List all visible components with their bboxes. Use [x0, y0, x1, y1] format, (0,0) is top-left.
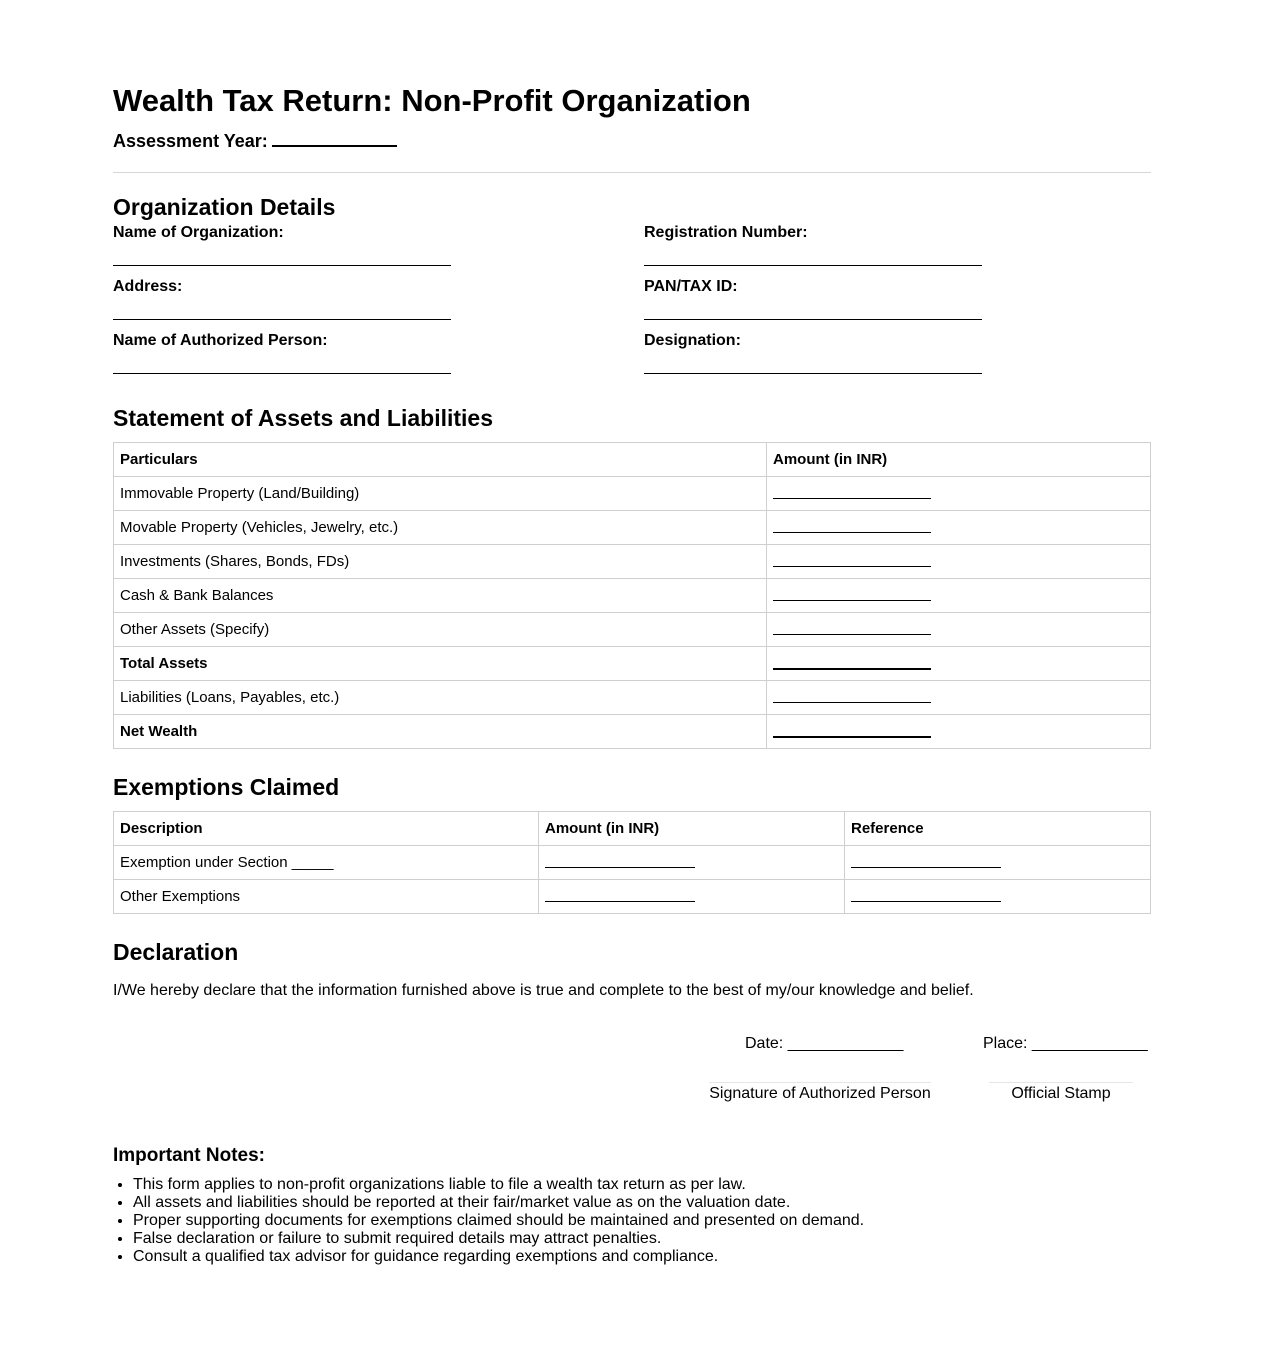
- column-header-amount: Amount (in INR): [767, 443, 1151, 477]
- reference-cell: [845, 846, 1151, 880]
- pan-tax-id-field: [644, 277, 982, 320]
- row-label: Net Wealth: [114, 715, 767, 749]
- row-label: Exemption under Section _____: [114, 846, 539, 880]
- pan-tax-id-input[interactable]: [644, 319, 982, 320]
- table-row: [114, 511, 1151, 545]
- row-label: Movable Property (Vehicles, Jewelry, etc.): [114, 511, 767, 545]
- list-item: • False declaration or failure to submit required details may attract penalties.: [133, 1230, 1151, 1248]
- row-label: Investments (Shares, Bonds, FDs): [114, 545, 767, 579]
- amount-cell: [767, 613, 1151, 647]
- table-header-row: [114, 812, 1151, 846]
- org-name-field: [113, 223, 451, 266]
- reference-input[interactable]: [851, 853, 1001, 868]
- amount-cell: [767, 545, 1151, 579]
- field-label: Name of Authorized Person:: [113, 332, 328, 349]
- amount-cell: [539, 846, 845, 880]
- row-label: Cash & Bank Balances: [114, 579, 767, 613]
- stamp-label: Official Stamp: [1011, 1085, 1111, 1102]
- amount-cell: [767, 511, 1151, 545]
- signature-line[interactable]: [709, 1082, 931, 1083]
- amount-cell: [767, 681, 1151, 715]
- table-row: [114, 846, 1151, 880]
- row-label: Liabilities (Loans, Payables, etc.): [114, 681, 767, 715]
- amount-cell: [767, 647, 1151, 681]
- notes-list: [113, 1176, 1151, 1266]
- organization-details-grid: [113, 221, 1151, 401]
- amount-input[interactable]: [773, 518, 931, 533]
- list-item: • All assets and liabilities should be reported at their fair/market value as on the valuation date.: [133, 1194, 1151, 1212]
- field-label: Address:: [113, 278, 183, 295]
- organization-details-heading: Organization Details: [113, 194, 336, 220]
- table-row: [114, 477, 1151, 511]
- exemptions-table: [113, 811, 1151, 914]
- row-label: Total Assets: [114, 647, 767, 681]
- amount-input[interactable]: [773, 484, 931, 499]
- org-name-input[interactable]: [113, 265, 451, 266]
- designation-field: [644, 331, 982, 374]
- table-header-row: [114, 443, 1151, 477]
- declaration-text: I/We hereby declare that the information furnished above is true and complete to the best of my/our knowledge and belief.: [113, 982, 974, 999]
- amount-cell: [767, 715, 1151, 749]
- list-item: • Consult a qualified tax advisor for guidance regarding exemptions and compliance.: [133, 1248, 1151, 1266]
- page-title: Wealth Tax Return: Non-Profit Organization: [113, 83, 751, 118]
- column-header-description: Description: [114, 812, 539, 846]
- registration-number-input[interactable]: [644, 265, 982, 266]
- form-container: [113, 82, 1151, 1265]
- amount-cell: [767, 579, 1151, 613]
- authorized-person-field: [113, 331, 451, 374]
- assessment-year-label: Assessment Year:: [113, 131, 268, 151]
- total-assets-input[interactable]: [773, 654, 931, 670]
- reference-cell: [845, 880, 1151, 914]
- place-field[interactable]: Place: _____________: [983, 1035, 1148, 1052]
- row-label: Other Exemptions: [114, 880, 539, 914]
- registration-number-field: [644, 223, 982, 266]
- amount-input[interactable]: [773, 586, 931, 601]
- table-row: [114, 545, 1151, 579]
- designation-input[interactable]: [644, 373, 982, 374]
- assets-liabilities-table: [113, 442, 1151, 749]
- field-label: Registration Number:: [644, 224, 808, 241]
- amount-input[interactable]: [773, 552, 931, 567]
- address-field: [113, 277, 451, 320]
- table-row: [114, 681, 1151, 715]
- row-label: Immovable Property (Land/Building): [114, 477, 767, 511]
- signature-block: [709, 1082, 931, 1103]
- column-header-particulars: Particulars: [114, 443, 767, 477]
- list-item: • Proper supporting documents for exemptions claimed should be maintained and presented on demand.: [133, 1212, 1151, 1230]
- field-label: PAN/TAX ID:: [644, 278, 738, 295]
- notes-heading: Important Notes:: [113, 1145, 265, 1166]
- total-assets-row: [114, 647, 1151, 681]
- net-wealth-row: [114, 715, 1151, 749]
- stamp-line[interactable]: [989, 1082, 1133, 1083]
- signature-label: Signature of Authorized Person: [709, 1085, 931, 1102]
- address-input[interactable]: [113, 319, 451, 320]
- authorized-person-input[interactable]: [113, 373, 451, 374]
- stamp-block: [989, 1082, 1133, 1103]
- reference-input[interactable]: [851, 887, 1001, 902]
- field-label: Designation:: [644, 332, 741, 349]
- assets-liabilities-heading: Statement of Assets and Liabilities: [113, 405, 494, 431]
- net-wealth-input[interactable]: [773, 722, 931, 738]
- important-notes: [113, 1145, 1151, 1266]
- table-row: [114, 579, 1151, 613]
- row-label: Other Assets (Specify): [114, 613, 767, 647]
- amount-input[interactable]: [773, 688, 931, 703]
- amount-input[interactable]: [773, 620, 931, 635]
- assessment-year: [113, 130, 1151, 152]
- date-field[interactable]: Date: _____________: [745, 1035, 904, 1052]
- assessment-year-field[interactable]: [272, 131, 397, 147]
- amount-input[interactable]: [545, 853, 695, 868]
- table-row: [114, 613, 1151, 647]
- amount-cell: [539, 880, 845, 914]
- column-header-amount: Amount (in INR): [539, 812, 845, 846]
- field-label: Name of Organization:: [113, 224, 284, 241]
- table-row: [114, 880, 1151, 914]
- amount-input[interactable]: [545, 887, 695, 902]
- header-divider: [113, 172, 1151, 173]
- declaration-heading: Declaration: [113, 939, 239, 965]
- amount-cell: [767, 477, 1151, 511]
- column-header-reference: Reference: [845, 812, 1151, 846]
- exemptions-heading: Exemptions Claimed: [113, 774, 340, 800]
- list-item: • This form applies to non-profit organizations liable to file a wealth tax return as per law.: [133, 1176, 1151, 1194]
